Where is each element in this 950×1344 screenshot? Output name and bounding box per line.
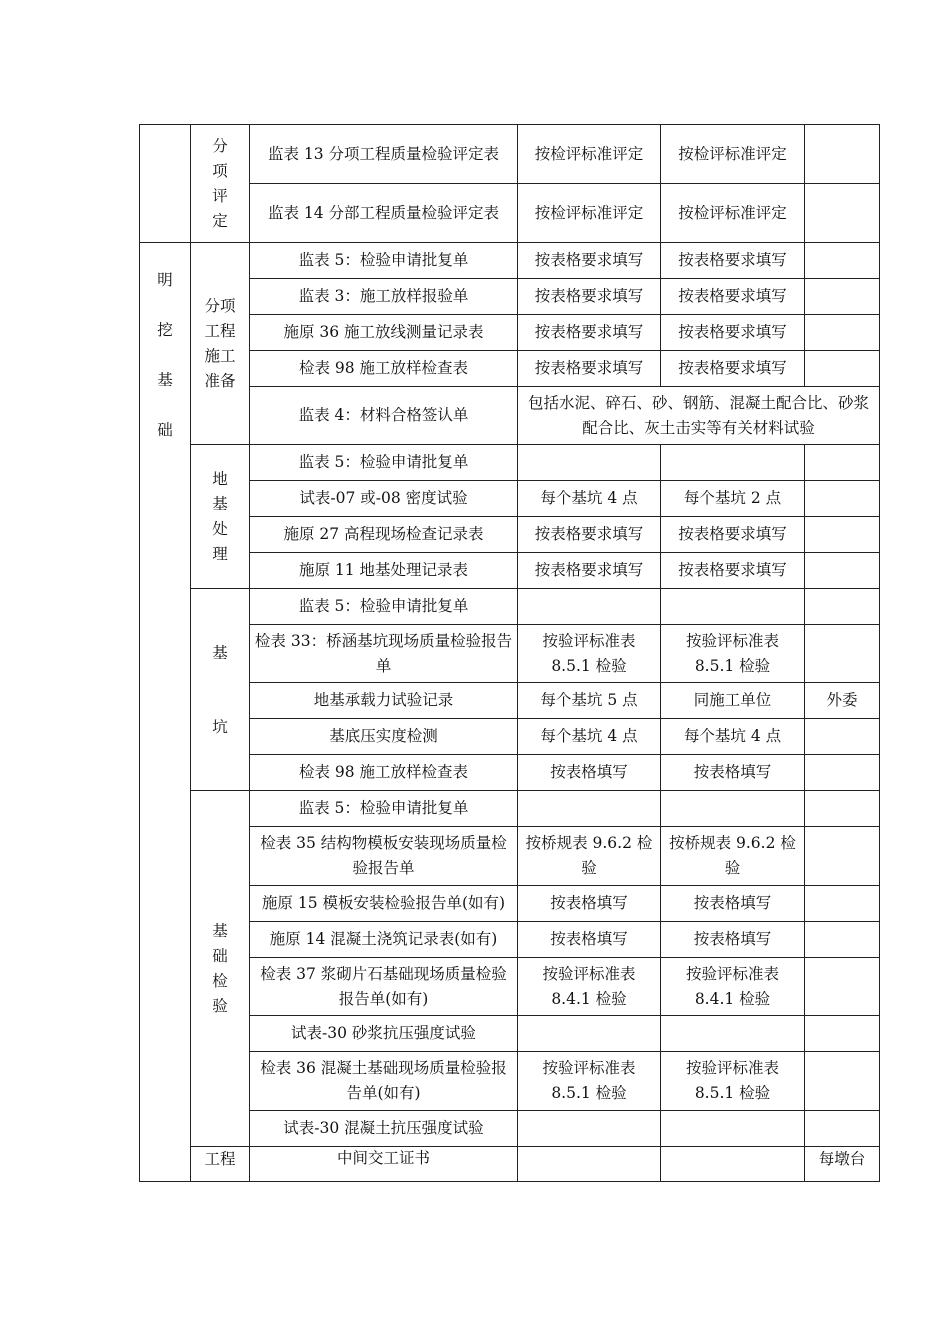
form-name: 施原 11 地基处理记录表 bbox=[250, 553, 518, 589]
form-name: 监表 14 分部工程质量检验评定表 bbox=[250, 184, 518, 243]
requirement-construction bbox=[518, 1147, 661, 1182]
requirement-construction: 按验评标准表 8.4.1 检验 bbox=[518, 958, 661, 1016]
section-jichu-jianyan: 基 础 检 验 bbox=[191, 791, 250, 1147]
requirement-construction: 按表格要求填写 bbox=[518, 315, 661, 351]
form-name: 施原 15 模板安装检验报告单(如有) bbox=[250, 886, 518, 922]
requirement-construction bbox=[518, 589, 661, 625]
requirement-supervision: 按表格要求填写 bbox=[661, 243, 805, 279]
requirement-construction: 按表格要求填写 bbox=[518, 517, 661, 553]
remark bbox=[805, 125, 880, 184]
requirement-supervision bbox=[661, 1111, 805, 1147]
requirement-construction: 按桥规表 9.6.2 检验 bbox=[518, 827, 661, 886]
requirement-construction: 按表格填写 bbox=[518, 922, 661, 958]
remark: 每墩台 bbox=[805, 1147, 880, 1182]
requirement-construction bbox=[518, 791, 661, 827]
remark bbox=[805, 1111, 880, 1147]
form-name: 施原 36 施工放线测量记录表 bbox=[250, 315, 518, 351]
requirement-construction: 按表格填写 bbox=[518, 886, 661, 922]
requirement-supervision: 按表格填写 bbox=[661, 886, 805, 922]
inspection-table bbox=[139, 124, 880, 1182]
remark bbox=[805, 1052, 880, 1111]
remark bbox=[805, 625, 880, 683]
form-name: 地基承载力试验记录 bbox=[250, 683, 518, 719]
requirement-supervision: 按表格要求填写 bbox=[661, 351, 805, 387]
remark bbox=[805, 445, 880, 481]
requirement-supervision: 按验评标准表 8.5.1 检验 bbox=[661, 1052, 805, 1111]
requirement-supervision: 按表格要求填写 bbox=[661, 279, 805, 315]
section-fenxiang-pingding: 分 项 评 定 bbox=[191, 125, 250, 243]
requirement-construction: 按验评标准表 8.5.1 检验 bbox=[518, 625, 661, 683]
form-name: 监表 5：检验申请批复单 bbox=[250, 589, 518, 625]
requirement-construction: 按表格要求填写 bbox=[518, 243, 661, 279]
remark bbox=[805, 351, 880, 387]
requirement-supervision: 按表格填写 bbox=[661, 755, 805, 791]
requirement-supervision: 按表格要求填写 bbox=[661, 517, 805, 553]
requirement-supervision: 按桥规表 9.6.2 检验 bbox=[661, 827, 805, 886]
requirement-supervision: 按表格填写 bbox=[661, 922, 805, 958]
form-name: 检表 98 施工放样检查表 bbox=[250, 755, 518, 791]
form-name: 检表 36 混凝土基础现场质量检验报告单(如有) bbox=[250, 1052, 518, 1111]
remark bbox=[805, 827, 880, 886]
group-ming-wa-jichu: 明 挖 基 础 bbox=[140, 243, 191, 1182]
form-name: 监表 3：施工放样报验单 bbox=[250, 279, 518, 315]
requirement-supervision: 每个基坑 2 点 bbox=[661, 481, 805, 517]
requirement-construction: 每个基坑 5 点 bbox=[518, 683, 661, 719]
form-name: 施原 14 混凝土浇筑记录表(如有) bbox=[250, 922, 518, 958]
form-name: 监表 5：检验申请批复单 bbox=[250, 445, 518, 481]
form-name: 基底压实度检测 bbox=[250, 719, 518, 755]
requirement-construction: 按验评标准表 8.5.1 检验 bbox=[518, 1052, 661, 1111]
form-name: 监表 5：检验申请批复单 bbox=[250, 791, 518, 827]
remark bbox=[805, 1016, 880, 1052]
form-name: 监表 5：检验申请批复单 bbox=[250, 243, 518, 279]
section-jikeng: 基 坑 bbox=[191, 589, 250, 791]
remark bbox=[805, 184, 880, 243]
remark bbox=[805, 481, 880, 517]
remark: 外委 bbox=[805, 683, 880, 719]
requirement-supervision: 按验评标准表 8.4.1 检验 bbox=[661, 958, 805, 1016]
form-name: 监表 13 分项工程质量检验评定表 bbox=[250, 125, 518, 184]
remark bbox=[805, 243, 880, 279]
requirement-supervision: 按表格要求填写 bbox=[661, 315, 805, 351]
requirement-construction: 按检评标准评定 bbox=[518, 125, 661, 184]
remark bbox=[805, 517, 880, 553]
remark bbox=[805, 958, 880, 1016]
requirement-supervision: 按表格要求填写 bbox=[661, 553, 805, 589]
form-name: 检表 37 浆砌片石基础现场质量检验报告单(如有) bbox=[250, 958, 518, 1016]
requirement-construction: 按检评标准评定 bbox=[518, 184, 661, 243]
form-name: 检表 98 施工放样检查表 bbox=[250, 351, 518, 387]
requirement-construction: 每个基坑 4 点 bbox=[518, 719, 661, 755]
requirement-supervision: 按检评标准评定 bbox=[661, 184, 805, 243]
remark bbox=[805, 755, 880, 791]
remark bbox=[805, 315, 880, 351]
requirement-construction bbox=[518, 1111, 661, 1147]
form-name: 试表-30 混凝土抗压强度试验 bbox=[250, 1111, 518, 1147]
material-test-note: 包括水泥、碎石、砂、钢筋、混凝土配合比、砂浆配合比、灰土击实等有关材料试验 bbox=[518, 387, 880, 445]
form-name: 检表 33：桥涵基坑现场质量检验报告单 bbox=[250, 625, 518, 683]
section-diji-chuli: 地 基 处 理 bbox=[191, 445, 250, 589]
remark bbox=[805, 589, 880, 625]
remark bbox=[805, 922, 880, 958]
requirement-supervision bbox=[661, 1016, 805, 1052]
form-name: 中间交工证书 bbox=[250, 1147, 518, 1182]
remark bbox=[805, 553, 880, 589]
requirement-construction: 按表格要求填写 bbox=[518, 279, 661, 315]
form-name: 检表 35 结构物模板安装现场质量检验报告单 bbox=[250, 827, 518, 886]
requirement-construction bbox=[518, 1016, 661, 1052]
requirement-supervision: 按检评标准评定 bbox=[661, 125, 805, 184]
form-name: 试表-30 砂浆抗压强度试验 bbox=[250, 1016, 518, 1052]
remark bbox=[805, 791, 880, 827]
section-shigong-zhunbei: 分项 工程 施工 准备 bbox=[191, 243, 250, 445]
requirement-supervision: 按验评标准表 8.5.1 检验 bbox=[661, 625, 805, 683]
remark bbox=[805, 719, 880, 755]
requirement-supervision bbox=[661, 1147, 805, 1182]
requirement-construction: 每个基坑 4 点 bbox=[518, 481, 661, 517]
requirement-supervision: 每个基坑 4 点 bbox=[661, 719, 805, 755]
requirement-supervision bbox=[661, 589, 805, 625]
section-gongcheng: 工程 bbox=[191, 1147, 250, 1182]
blank-group-cell bbox=[140, 125, 191, 243]
remark bbox=[805, 279, 880, 315]
remark bbox=[805, 886, 880, 922]
requirement-construction bbox=[518, 445, 661, 481]
form-name: 试表-07 或-08 密度试验 bbox=[250, 481, 518, 517]
requirement-supervision: 同施工单位 bbox=[661, 683, 805, 719]
requirement-construction: 按表格要求填写 bbox=[518, 553, 661, 589]
form-name: 施原 27 高程现场检查记录表 bbox=[250, 517, 518, 553]
requirement-construction: 按表格要求填写 bbox=[518, 351, 661, 387]
requirement-supervision bbox=[661, 445, 805, 481]
requirement-supervision bbox=[661, 791, 805, 827]
requirement-construction: 按表格填写 bbox=[518, 755, 661, 791]
form-name: 监表 4：材料合格签认单 bbox=[250, 387, 518, 445]
